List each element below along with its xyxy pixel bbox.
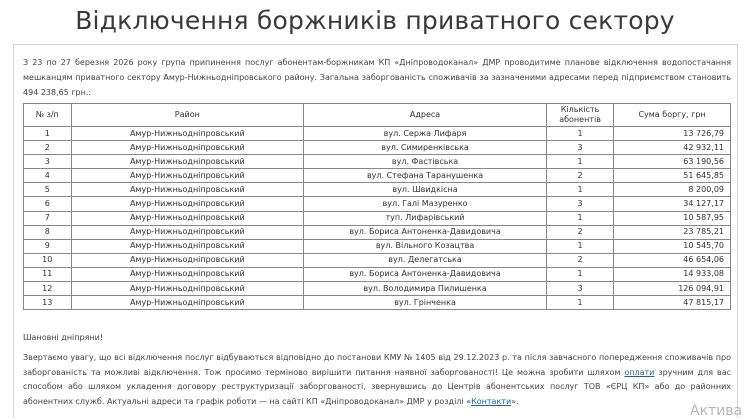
cell-sum: 8 200,09 xyxy=(614,183,731,197)
table-row xyxy=(24,155,731,169)
cell-count: 1 xyxy=(546,183,613,197)
contacts-link[interactable]: Контакти xyxy=(471,396,512,406)
cell-district: Амур-Нижньодніпровський xyxy=(71,197,304,211)
table-row xyxy=(24,282,731,296)
cell-num: 5 xyxy=(24,183,72,197)
table-row xyxy=(24,183,731,197)
cell-num: 9 xyxy=(24,239,72,253)
cell-district: Амур-Нижньодніпровський xyxy=(71,282,304,296)
table-body xyxy=(24,127,731,310)
debtors-table xyxy=(23,103,731,310)
cell-sum: 46 654,06 xyxy=(614,253,731,267)
cell-num: 12 xyxy=(24,282,72,296)
cell-count: 1 xyxy=(546,127,613,141)
cell-count: 3 xyxy=(546,141,613,155)
cell-sum: 14 933,08 xyxy=(614,267,731,281)
cell-address: вул. Бориса Антоненка-Давидовича xyxy=(304,267,547,281)
cell-address: вул. Швидкісна xyxy=(304,183,547,197)
cell-num: 4 xyxy=(24,169,72,183)
cell-address: вул. Фастівська xyxy=(304,155,547,169)
outro-text-3: ». xyxy=(511,396,519,406)
cell-district: Амур-Нижньодніпровський xyxy=(71,155,304,169)
cell-address: вул. Вільного Козацтва xyxy=(304,239,547,253)
outro-text-2: зручним для вас способом або шляхом укладення договору реструктуризації заборгованості, звернувшись до Центрів абонентських послуг ТОВ «ЄРЦ КП» або до районних абонентних служб. Актуальні адреси та графік роботи — на сайті КП «Дніпроводоканал» ДМР у розділі « xyxy=(23,367,731,406)
cell-count: 2 xyxy=(546,225,613,239)
cell-count: 3 xyxy=(546,282,613,296)
intro-paragraph: З 23 по 27 березня 2026 року група припинення послуг абонентам-боржникам КП «Дніпроводоканал» ДМР проводитиме планове відключення водопостачання мешканцям приватного сектору Амур-Нижньодніпровського району. Загальна заборгованість споживачів за зазначеними адресами перед підприємством становить 494 238,65 грн.: xyxy=(23,58,731,97)
cell-address: вул. Бориса Антоненка-Давидовича xyxy=(304,225,547,239)
outro-text-1: Звертаємо увагу, що всі відключення послуг відбуваються відповідно до постанови КМУ № 1405 від 29.12.2023 р. та після завчасного попередження споживачів про заборгованість та можливі відключення. Тож просимо терміново вирішити питання наявної заборгованості! Це можна зробити шляхом xyxy=(23,353,731,377)
cell-district: Амур-Нижньодніпровський xyxy=(71,211,304,225)
cell-sum: 23 785,21 xyxy=(614,225,731,239)
cell-count: 2 xyxy=(546,169,613,183)
cell-sum: 63 190,56 xyxy=(614,155,731,169)
cell-district: Амур-Нижньодніпровський xyxy=(71,239,304,253)
cell-num: 10 xyxy=(24,253,72,267)
payment-link[interactable]: оплати xyxy=(624,367,655,377)
cell-sum: 126 094,91 xyxy=(614,282,731,296)
table-row xyxy=(24,127,731,141)
cell-address: вул. Стефана Таранушенка xyxy=(304,169,547,183)
cell-sum: 10 545,70 xyxy=(614,239,731,253)
table-row xyxy=(24,267,731,281)
cell-district: Амур-Нижньодніпровський xyxy=(71,127,304,141)
table-row xyxy=(24,211,731,225)
cell-num: 2 xyxy=(24,141,72,155)
table-header-row xyxy=(24,104,731,127)
table-row xyxy=(24,169,731,183)
activation-watermark: Актива xyxy=(690,403,743,419)
cell-sum: 47 815,17 xyxy=(614,296,731,310)
cell-num: 1 xyxy=(24,127,72,141)
table-row xyxy=(24,225,731,239)
cell-district: Амур-Нижньодніпровський xyxy=(71,169,304,183)
cell-address: вул. Володимира Пилишенка xyxy=(304,282,547,296)
cell-num: 3 xyxy=(24,155,72,169)
cell-address: вул. Галі Мазуренко xyxy=(304,197,547,211)
table-row xyxy=(24,253,731,267)
table-row xyxy=(24,296,731,310)
cell-num: 11 xyxy=(24,267,72,281)
cell-count: 2 xyxy=(546,253,613,267)
cell-count: 1 xyxy=(546,296,613,310)
table-row xyxy=(24,239,731,253)
cell-num: 6 xyxy=(24,197,72,211)
cell-address: вул. Сержа Лифаря xyxy=(304,127,547,141)
header-num: № з/п xyxy=(24,104,72,127)
cell-district: Амур-Нижньодніпровський xyxy=(71,183,304,197)
cell-district: Амур-Нижньодніпровський xyxy=(71,141,304,155)
cell-district: Амур-Нижньодніпровський xyxy=(71,225,304,239)
cell-sum: 34 127,17 xyxy=(614,197,731,211)
cell-district: Амур-Нижньодніпровський xyxy=(71,253,304,267)
header-district: Район xyxy=(71,104,304,127)
cell-count: 1 xyxy=(546,239,613,253)
cell-address: туп. Лифарівський xyxy=(304,211,547,225)
cell-address: вул. Симиренківська xyxy=(304,141,547,155)
table-row xyxy=(24,141,731,155)
cell-num: 7 xyxy=(24,211,72,225)
outro-paragraph xyxy=(23,351,731,409)
greeting: Шановні дніпряни! xyxy=(23,333,104,342)
cell-sum: 42 932,11 xyxy=(614,141,731,155)
cell-sum: 10 587,95 xyxy=(614,211,731,225)
cell-address: вул. Грінченка xyxy=(304,296,547,310)
cell-sum: 13 726,79 xyxy=(614,127,731,141)
cell-num: 13 xyxy=(24,296,72,310)
cell-num: 8 xyxy=(24,225,72,239)
cell-count: 1 xyxy=(546,211,613,225)
header-address: Адреса xyxy=(304,104,547,127)
header-sum: Сума боргу, грн xyxy=(614,104,731,127)
header-count: Кількість абонентів xyxy=(546,104,613,127)
table-row xyxy=(24,197,731,211)
cell-count: 3 xyxy=(546,197,613,211)
cell-count: 1 xyxy=(546,267,613,281)
cell-count: 1 xyxy=(546,155,613,169)
cell-district: Амур-Нижньодніпровський xyxy=(71,267,304,281)
page-title: Відключення боржників приватного сектору xyxy=(75,6,675,35)
cell-sum: 51 645,85 xyxy=(614,169,731,183)
cell-district: Амур-Нижньодніпровський xyxy=(71,296,304,310)
cell-address: вул. Делегатська xyxy=(304,253,547,267)
